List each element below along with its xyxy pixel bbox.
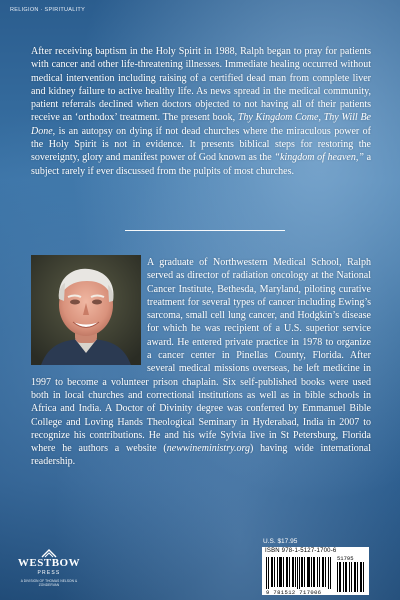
publisher-logo: [12, 547, 86, 595]
synopsis-text-3: a subject rarely if ever discussed from the pulpits of most churches.: [31, 152, 372, 177]
book-title: Thy Kingdom Come, Thy Will Be Done: [31, 112, 371, 137]
author-bio-text-1: A graduate of Northwestern Medical School, Ralph served as director of radiation oncology at the National Cancer Institute, Bethesda, Maryland, piloting curative treatment for several types of cancer including Ewing’s sarcoma, small cell lung cancer, and Hodgkin’s disease for which he was recipient of a U.S. superior service award. He entered private practice in 1978 to organize a cancer center in Pinellas County, Florida. After several medical missions overseas, he left medicine in 1997 to become a volunteer prison chaplain. Six self-published books were used both in local churches and correctional institutions as well as in bible schools in Africa and India. A Doctor of Divinity degree was conferred by Emmanuel Bible College and Loving Hands Theological Seminary in Hyderabad, India in 2007 to recognize his contributions. He and his wife Sylvia live in St Petersburg, Florida where he authors a website (: [31, 257, 371, 455]
author-bio-paragraph: [31, 256, 371, 469]
price-label: U.S. $17.95: [263, 538, 298, 545]
category-label: RELIGION · SPIRITUALITY: [10, 7, 86, 13]
section-divider: [125, 230, 285, 231]
price-addon-barcode-icon: [337, 562, 365, 592]
isbn-barcode-icon: [266, 557, 334, 589]
barcode-number: 9 781512 717006: [266, 589, 322, 596]
publisher-press: PRESS: [37, 570, 61, 576]
kingdom-phrase: “kingdom of heaven,”: [274, 152, 364, 164]
author-bio-text-2: ) having wide international readership.: [31, 443, 371, 468]
price-addon-code: 51795: [337, 555, 354, 562]
synopsis-paragraph: [31, 45, 371, 178]
photo-spacer: [31, 256, 147, 366]
publisher-division: A DIVISION OF THOMAS NELSON & ZONDERVAN: [20, 579, 78, 587]
synopsis-text-2: , is an autopsy on dying if not dead churches where the miraculous power of the Holy Spirit is not in evidence. It presents biblical steps for restoring the sovereignty, glory and manifest power of God known as the: [31, 125, 371, 164]
isbn-label: ISBN 978-1-5127-1700-6: [265, 548, 337, 554]
author-website: newwineministry.org: [166, 443, 250, 455]
synopsis-text-1: After receiving baptism in the Holy Spirit in 1988, Ralph began to pray for patients with cancer and other life-threatening illnesses. Immediate healing occurred without medical intervention including raising of a certified dead man from complete liver and kidney failure to active healthy life. As news spread in the medical community, patient referrals declined when doctors objected to not having all of their patients receive an ‘orthodox’ treatment. The present book,: [31, 46, 371, 124]
publisher-name: WESTBOW: [17, 557, 81, 569]
